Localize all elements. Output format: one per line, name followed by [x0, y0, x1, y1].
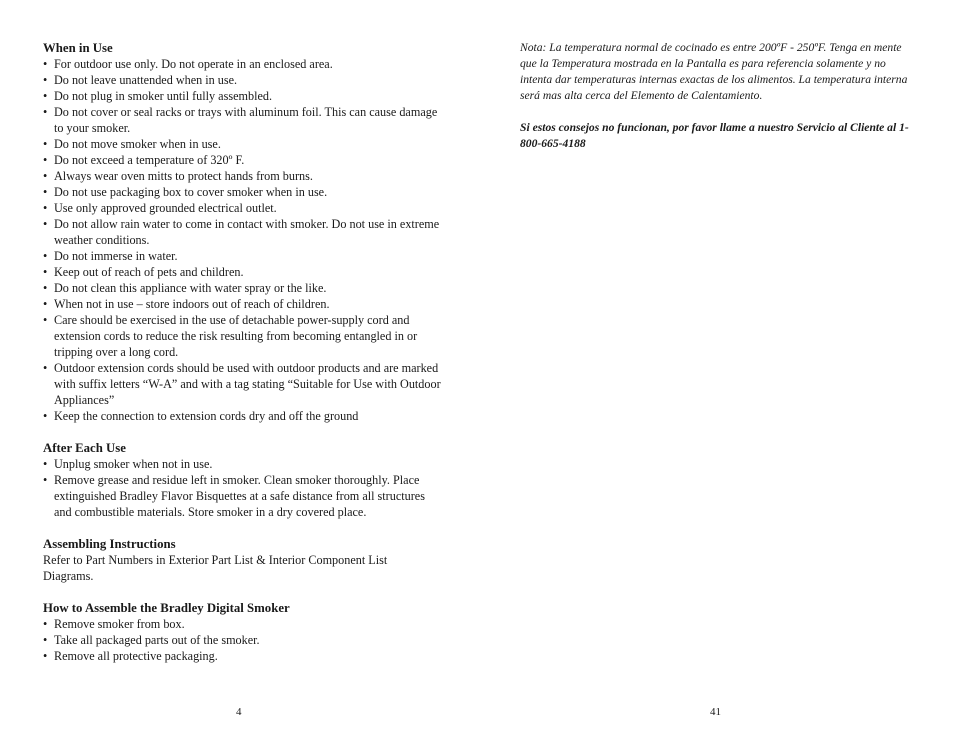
- list-item: • Do not clean this appliance with water spray or the like.: [43, 280, 443, 296]
- list-item: • Do not exceed a temperature of 320º F.: [43, 152, 443, 168]
- bullet-list: [43, 56, 443, 424]
- right-page: [520, 40, 912, 152]
- list-item: • Do not immerse in water.: [43, 248, 443, 264]
- list-item: • Care should be exercised in the use of detachable power-supply cord and extension cords to reduce the risk resulting from becoming entangled in or tripping over a long cord.: [43, 312, 443, 360]
- list-item: • Unplug smoker when not in use.: [43, 456, 443, 472]
- list-item: • Keep the connection to extension cords dry and off the ground: [43, 408, 443, 424]
- section-heading: Assembling Instructions: [43, 537, 176, 551]
- list-item: • Do not leave unattended when in use.: [43, 72, 443, 88]
- section-heading: After Each Use: [43, 441, 126, 455]
- list-item: • Do not cover or seal racks or trays with aluminum foil. This can cause damage to your smoker.: [43, 104, 443, 136]
- list-item: • Do not allow rain water to come in contact with smoker. Do not use in extreme weather conditions.: [43, 216, 443, 248]
- list-item: • When not in use – store indoors out of reach of children.: [43, 296, 443, 312]
- left-page: [43, 40, 443, 680]
- page-number-left: 4: [236, 706, 242, 718]
- customer-service-note: Si estos consejos no funcionan, por favor llame a nuestro Servicio al Cliente al 1-800-665-4188: [520, 121, 909, 150]
- bullet-list: [43, 456, 443, 520]
- paragraph: Refer to Part Numbers in Exterior Part List & Interior Component List Diagrams.: [43, 553, 388, 583]
- list-item: • Do not move smoker when in use.: [43, 136, 443, 152]
- list-item: • Remove all protective packaging.: [43, 648, 443, 664]
- list-item: • Do not plug in smoker until fully assembled.: [43, 88, 443, 104]
- section-heading: When in Use: [43, 41, 113, 55]
- list-item: • Always wear oven mitts to protect hands from burns.: [43, 168, 443, 184]
- section-heading: How to Assemble the Bradley Digital Smoker: [43, 601, 290, 615]
- list-item: • Remove smoker from box.: [43, 616, 443, 632]
- section-after-each-use: [43, 440, 443, 520]
- section-when-in-use: [43, 40, 443, 424]
- bullet-list: [43, 616, 443, 664]
- list-item: • Remove grease and residue left in smoker. Clean smoker thoroughly. Place extinguished Bradley Flavor Bisquettes at a safe distance from all structures and combustible materials. Store smoker in a dry covered place.: [43, 472, 443, 520]
- page-number-right: 41: [710, 706, 721, 718]
- list-item: • Do not use packaging box to cover smoker when in use.: [43, 184, 443, 200]
- list-item: • Outdoor extension cords should be used with outdoor products and are marked with suffix letters “W-A” and with a tag stating “Suitable for Use with Outdoor Appliances”: [43, 360, 443, 408]
- list-item: • For outdoor use only. Do not operate in an enclosed area.: [43, 56, 443, 72]
- list-item: • Take all packaged parts out of the smoker.: [43, 632, 443, 648]
- list-item: • Keep out of reach of pets and children.: [43, 264, 443, 280]
- section-how-to-assemble: [43, 600, 443, 664]
- list-item: • Use only approved grounded electrical outlet.: [43, 200, 443, 216]
- section-assembling-instructions: [43, 536, 443, 584]
- temperature-note: Nota: La temperatura normal de cocinado es entre 200ºF - 250ºF. Tenga en mente que la Temperatura mostrada en la Pantalla es para referencia solamente y no intenta dar temperaturas internas exactas de los alimentos. La temperatura interna será mas alta cerca del Elemento de Calentamiento.: [520, 41, 908, 102]
